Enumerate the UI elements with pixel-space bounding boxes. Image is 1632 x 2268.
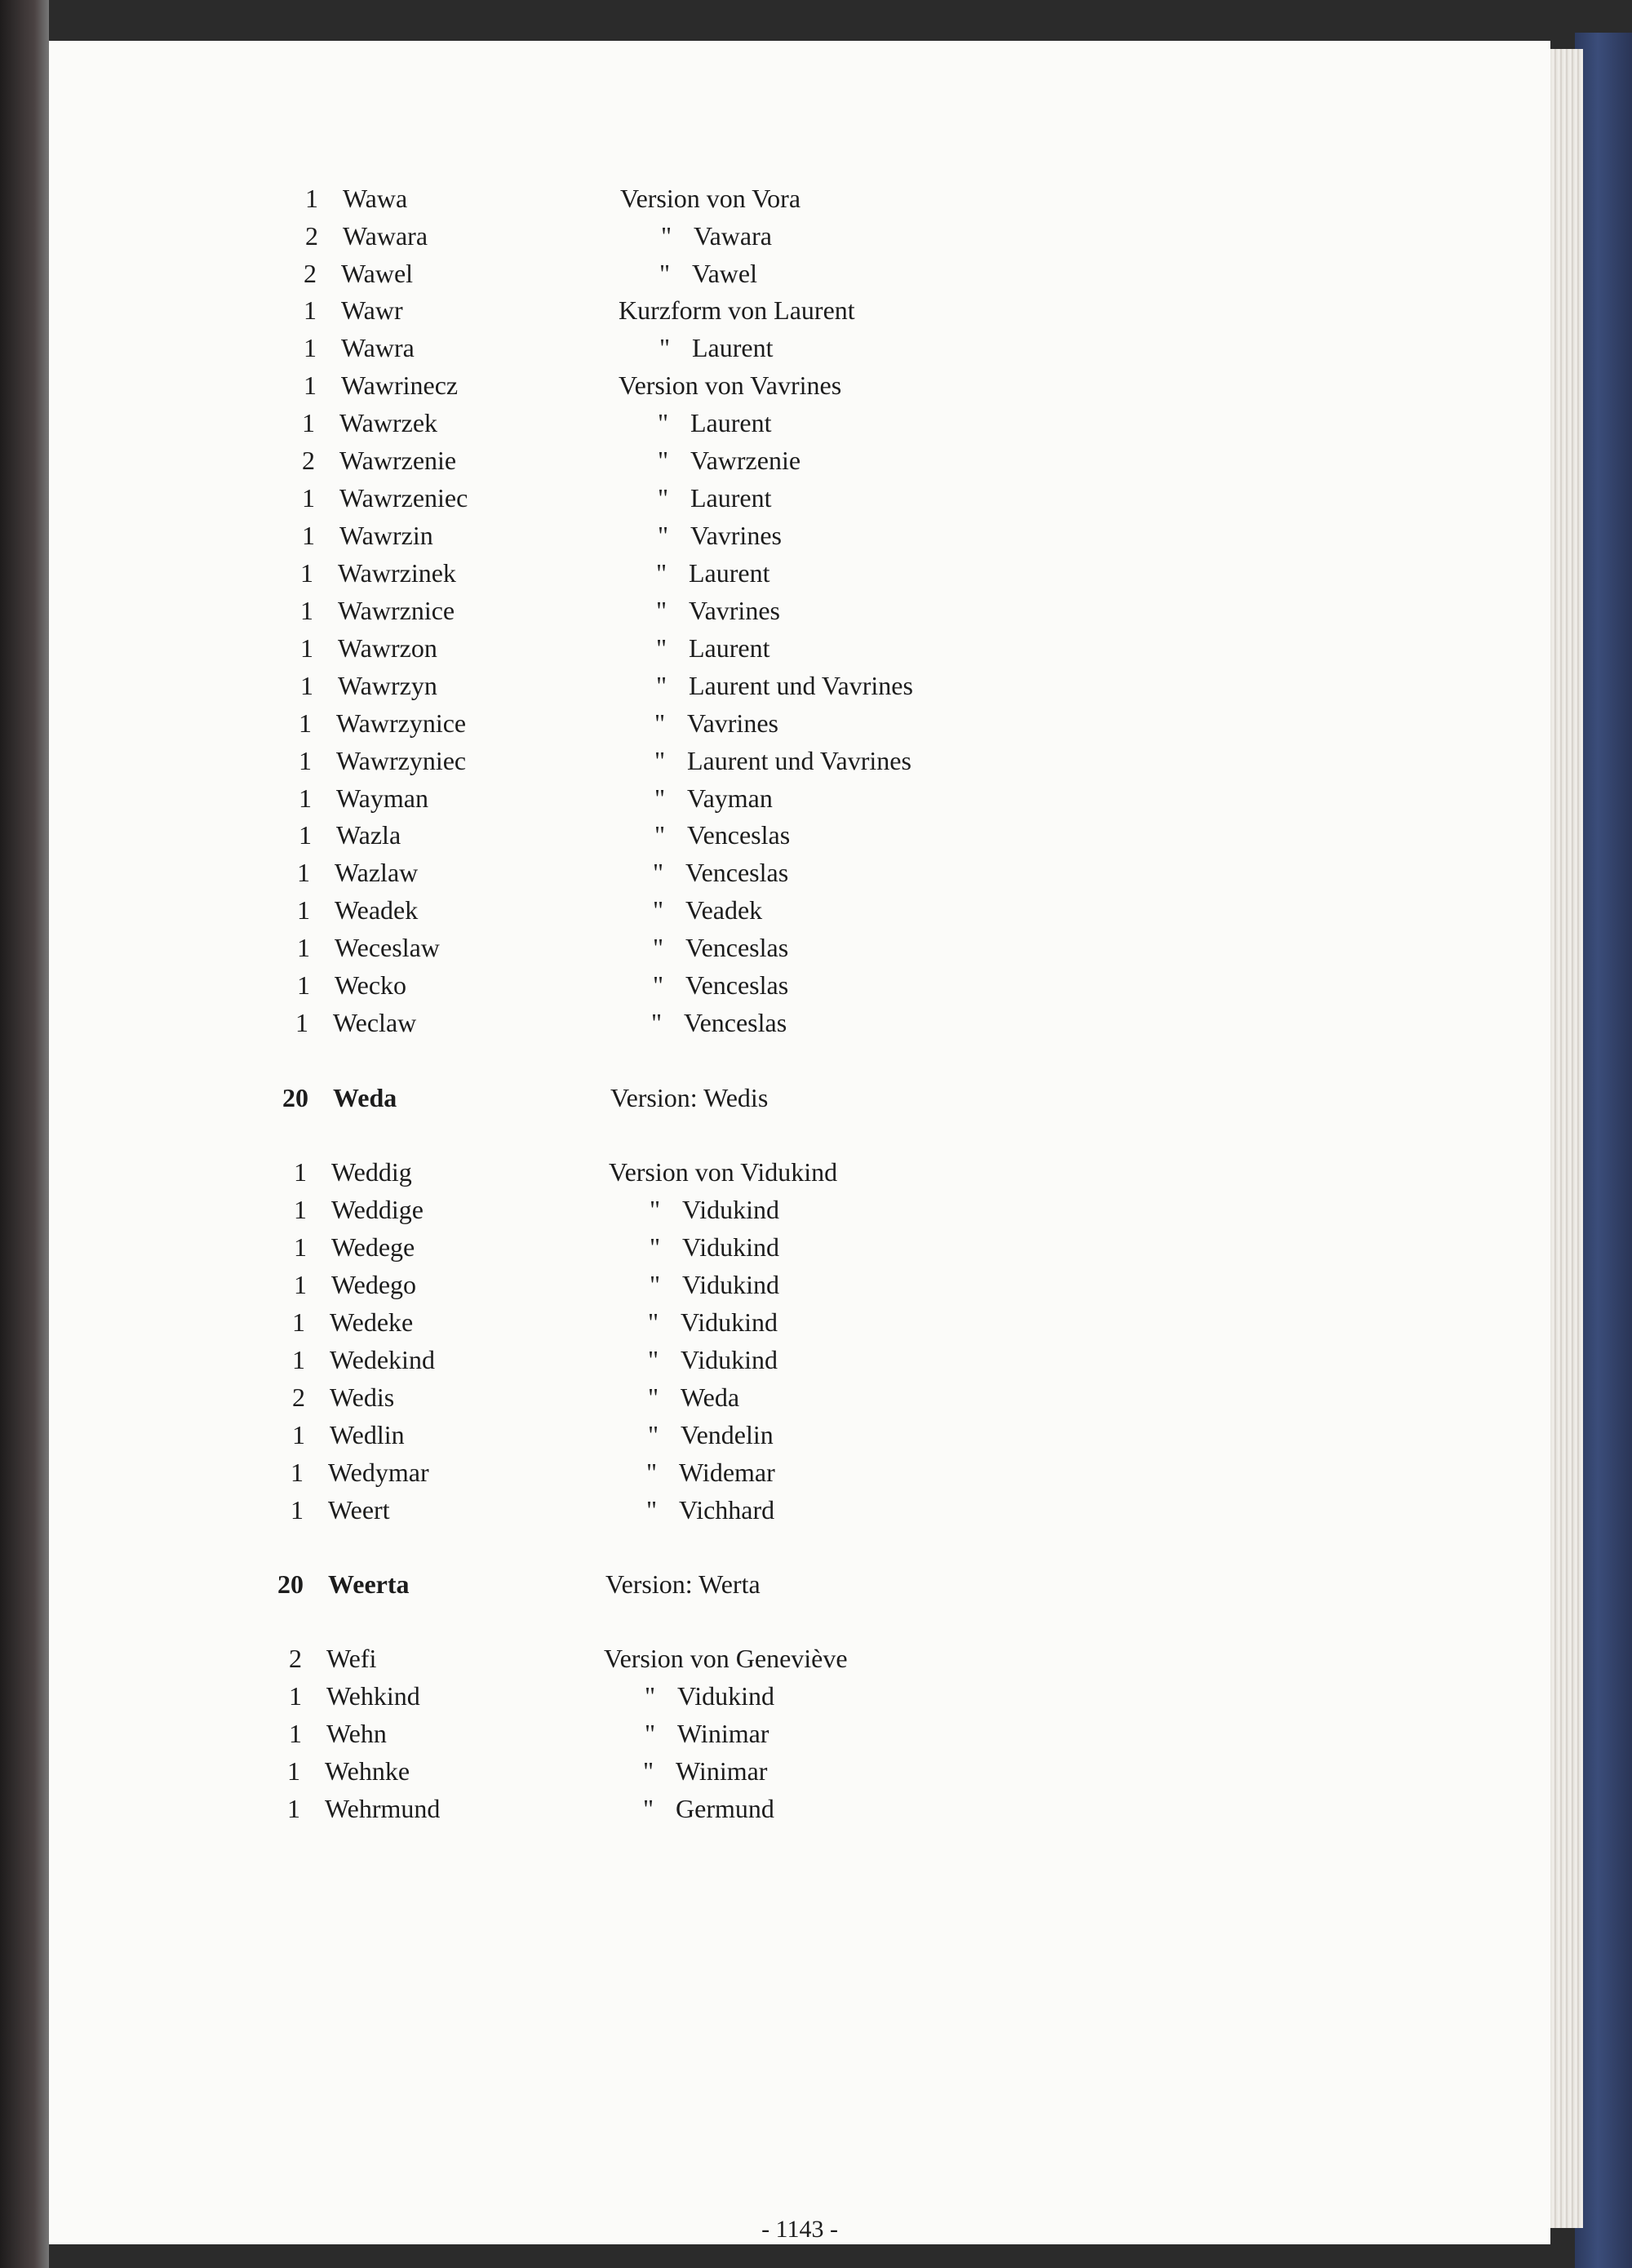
entry-description: Venceslas [684,1008,787,1037]
name-entry [250,446,1066,483]
entry-description: Vavrines [690,521,782,550]
entry-name: Wawrzinek [338,558,456,588]
entry-name: Wawrzeniec [339,483,468,513]
name-entry [251,333,1067,371]
entry-name: Weddige [331,1195,424,1224]
entry-description: Vayman [687,783,773,813]
name-entry [246,746,1062,783]
entry-description: Vawara [694,221,772,251]
ditto-mark: " [648,1345,659,1374]
ditto-mark: " [653,858,664,887]
name-entry [238,1495,1054,1533]
entry-name: Wawa [343,184,408,213]
entry-count: 1 [294,1157,307,1187]
name-entry [248,596,1064,633]
entry-description: Vawrzenie [690,446,801,475]
ditto-mark: " [653,895,664,925]
entry-count: 2 [292,1383,305,1412]
entry-count: 1 [287,1756,300,1786]
entry-name: Wazlaw [335,858,419,887]
ditto-mark: " [651,1008,663,1037]
entry-name: Wehn [326,1719,387,1748]
entry-description: Version von Vavrines [619,371,842,400]
entry-name: Wecko [335,970,407,1000]
name-entry [248,633,1064,671]
ditto-mark: " [654,820,666,850]
entry-count: 1 [289,1681,302,1711]
ditto-mark: " [650,1195,661,1224]
name-entry [240,1307,1056,1345]
entry-name: Wawrzek [339,408,438,437]
entry-count: 2 [305,221,318,251]
ditto-mark: " [656,633,667,663]
ditto-mark: " [646,1495,658,1525]
entry-description: Kurzform von Laurent [619,295,855,325]
entry-name: Wedis [330,1383,395,1412]
name-entry [235,1794,1051,1831]
entry-count: 1 [304,333,317,362]
entry-count: 1 [292,1420,305,1449]
name-entry [246,820,1062,858]
entry-count: 1 [302,521,315,550]
entry-name: Wawrzenie [339,446,457,475]
entry-description: Laurent und Vavrines [687,746,911,775]
name-entry [242,1270,1058,1307]
name-entry [251,295,1067,333]
ditto-mark: " [648,1383,659,1412]
ditto-mark: " [643,1756,654,1786]
name-entry [237,1719,1053,1756]
entry-count: 1 [299,746,312,775]
name-entry [248,558,1064,596]
name-entry [242,1157,1058,1195]
entry-count: 1 [297,895,310,925]
ditto-mark: " [656,671,667,700]
ditto-mark: " [658,483,669,513]
name-entry [250,408,1066,446]
entry-description: Vidukind [681,1345,778,1374]
book-page [49,41,1550,2244]
entry-description: Vidukind [682,1232,779,1262]
entry-name: Wedege [331,1232,415,1262]
entry-description: Version von Vidukind [609,1157,838,1187]
ditto-mark: " [648,1420,659,1449]
entry-description: Vidukind [682,1195,779,1224]
name-entry [240,1383,1056,1420]
entry-name: Wawrznice [338,596,455,625]
entry-count: 1 [295,1008,308,1037]
name-entry [242,1232,1058,1270]
entry-name: Weddig [331,1157,412,1187]
entry-count: 20 [277,1569,304,1599]
entry-name: Weerta [328,1569,410,1599]
entry-count: 1 [290,1458,304,1487]
ditto-mark: " [653,933,664,962]
entry-name: Wedymar [328,1458,429,1487]
entry-count: 1 [297,858,310,887]
entry-name: Weda [333,1083,397,1112]
ditto-mark: " [661,221,672,251]
entry-count: 1 [300,671,313,700]
entry-name: Wawrzon [338,633,437,663]
name-entry [253,184,1069,221]
entry-description: Venceslas [687,820,791,850]
entry-name: Wazla [336,820,401,850]
book-cover-left [0,0,49,2268]
name-entry [248,671,1064,708]
entry-description: Winimar [676,1756,768,1786]
entry-count: 1 [299,783,312,813]
name-entry [237,1644,1053,1681]
ditto-mark: " [653,970,664,1000]
ditto-mark: " [658,446,669,475]
entry-name: Weclaw [333,1008,417,1037]
entry-count: 1 [297,933,310,962]
ditto-mark: " [650,1270,661,1299]
entry-name: Wedlin [330,1420,405,1449]
entry-count: 1 [292,1307,305,1337]
ditto-mark: " [654,746,666,775]
section-entry [238,1569,1054,1607]
entry-description: Vawel [692,259,757,288]
entry-name: Wawrzyniec [336,746,467,775]
entry-count: 1 [300,558,313,588]
name-entry [245,970,1061,1008]
entry-count: 1 [294,1195,307,1224]
name-entry [235,1756,1051,1794]
entry-description: Venceslas [685,858,789,887]
name-entry [251,259,1067,296]
ditto-mark: " [654,783,666,813]
entry-count: 1 [290,1495,304,1525]
entry-count: 1 [304,371,317,400]
entry-description: Weda [681,1383,740,1412]
ditto-mark: " [659,333,671,362]
entry-description: Veadek [685,895,763,925]
entry-count: 1 [289,1719,302,1748]
entry-count: 1 [300,633,313,663]
ditto-mark: " [643,1794,654,1823]
entry-description: Vidukind [681,1307,778,1337]
entry-description: Widemar [679,1458,775,1487]
entry-count: 2 [304,259,317,288]
ditto-mark: " [656,558,667,588]
name-entry [245,933,1061,970]
entry-count: 1 [294,1232,307,1262]
ditto-mark: " [656,596,667,625]
entry-count: 1 [287,1794,300,1823]
entry-description: Version: Wedis [610,1083,769,1112]
entry-count: 20 [282,1083,308,1112]
entry-count: 1 [304,295,317,325]
entry-count: 1 [305,184,318,213]
entry-name: Wawara [343,221,428,251]
entry-name: Wedeke [330,1307,414,1337]
name-entry [246,708,1062,746]
name-entry [240,1420,1056,1458]
entry-count: 1 [294,1270,307,1299]
entry-description: Laurent [689,633,770,663]
entry-name: Wehkind [326,1681,420,1711]
entry-description: Venceslas [685,970,789,1000]
entry-name: Wedekind [330,1345,435,1374]
entry-description: Venceslas [685,933,789,962]
name-entry [238,1458,1054,1495]
entry-count: 1 [302,408,315,437]
entry-name: Wefi [326,1644,377,1673]
entry-description: Vidukind [677,1681,774,1711]
name-entry [242,1195,1058,1232]
ditto-mark: " [654,708,666,738]
entry-name: Wawrzin [339,521,433,550]
name-entry [251,371,1067,408]
entry-count: 2 [302,446,315,475]
entry-count: 2 [289,1644,302,1673]
entry-description: Laurent [689,558,770,588]
entry-description: Germund [676,1794,774,1823]
entry-count: 1 [292,1345,305,1374]
entry-description: Laurent [690,483,772,513]
name-entry [245,895,1061,933]
name-entry [240,1345,1056,1383]
ditto-mark: " [645,1719,656,1748]
book-cover-right [1575,33,1632,2268]
name-entry [245,858,1061,895]
ditto-mark: " [646,1458,658,1487]
entry-description: Vichhard [679,1495,775,1525]
entry-description: Vidukind [682,1270,779,1299]
entry-count: 1 [302,483,315,513]
entry-name: Wedego [331,1270,417,1299]
entry-name: Weert [328,1495,390,1525]
ditto-mark: " [658,408,669,437]
entry-count: 1 [297,970,310,1000]
ditto-mark: " [648,1307,659,1337]
entry-name: Wawrzynice [336,708,467,738]
page-number: - 1143 - [761,2216,838,2243]
name-entry [253,221,1069,259]
entry-description: Winimar [677,1719,769,1748]
name-entry [237,1681,1053,1719]
ditto-mark: " [659,259,671,288]
entry-description: Laurent und Vavrines [689,671,913,700]
entry-name: Weadek [335,895,419,925]
entry-description: Vavrines [689,596,780,625]
name-entry [243,1008,1059,1045]
entry-count: 1 [299,708,312,738]
entry-description: Version: Werta [605,1569,761,1599]
ditto-mark: " [650,1232,661,1262]
name-entry [250,521,1066,558]
entry-description: Version von Geneviève [604,1644,848,1673]
entry-description: Version von Vora [620,184,801,213]
name-entry [250,483,1066,521]
entry-name: Wawr [341,295,403,325]
entry-count: 1 [300,596,313,625]
entry-count: 1 [299,820,312,850]
ditto-mark: " [645,1681,656,1711]
entry-name: Wawrinecz [341,371,459,400]
entry-description: Vavrines [687,708,778,738]
entry-description: Vendelin [681,1420,774,1449]
entry-name: Weceslaw [335,933,440,962]
entry-name: Wawel [341,259,414,288]
ditto-mark: " [658,521,669,550]
section-entry [243,1083,1059,1121]
entry-name: Wehnke [325,1756,410,1786]
entry-name: Wayman [336,783,428,813]
entry-description: Laurent [690,408,772,437]
entry-description: Laurent [692,333,774,362]
entry-name: Wawra [341,333,415,362]
entry-name: Wehrmund [325,1794,441,1823]
entry-name: Wawrzyn [338,671,437,700]
name-entry [246,783,1062,821]
